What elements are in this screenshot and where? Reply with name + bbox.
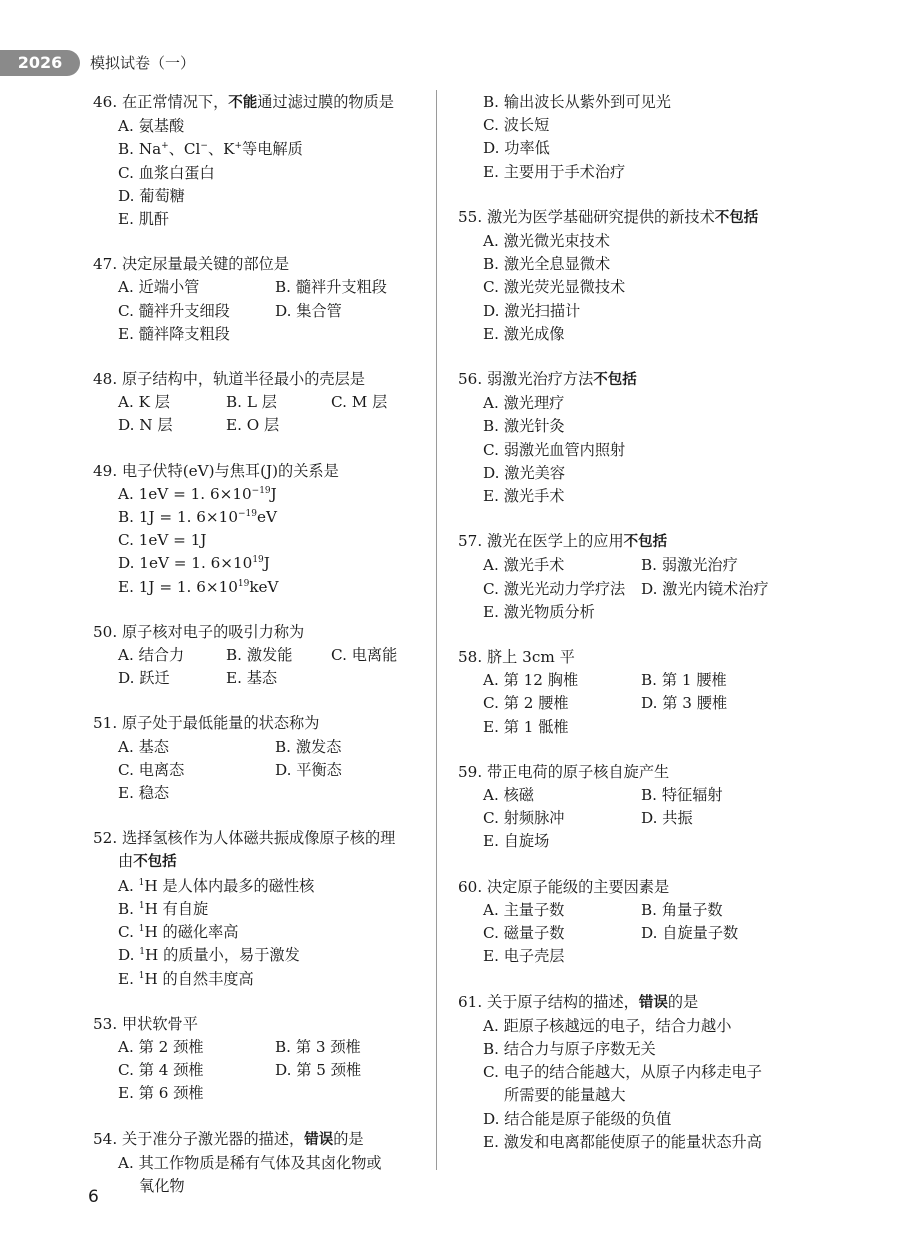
question-55 <box>458 206 803 346</box>
option-row <box>458 899 803 922</box>
option-e: E. 激光手术 <box>483 487 565 506</box>
question-53 <box>93 1013 433 1106</box>
option-d: D. 激光扫描计 <box>483 301 581 320</box>
option-d: D. 结合能是原子能级的负值 <box>483 1109 672 1128</box>
option-a: A. 激光手术 <box>483 556 565 575</box>
option-a: A. 近端小管 <box>118 278 200 297</box>
option-row <box>93 644 433 667</box>
option-d: D. 平衡态 <box>275 760 342 779</box>
option-b: B. 角量子数 <box>641 900 723 919</box>
option-d: D. $^1$H 的质量小，易于激发 <box>118 946 300 965</box>
question-49 <box>93 460 433 599</box>
option-d: D. 激光美容 <box>483 463 566 482</box>
option-c: C. 髓袢升支细段 <box>118 301 230 320</box>
question-57 <box>458 530 803 624</box>
question-stem: 51. 原子处于最低能量的状态称为 <box>93 714 320 733</box>
option-b: B. 激光针灸 <box>483 417 565 436</box>
question-52 <box>93 827 433 990</box>
option-b: B. 髓袢升支粗段 <box>275 278 387 297</box>
option-e: E. 髓袢降支粗段 <box>118 324 230 343</box>
column-divider <box>436 90 437 1170</box>
question-58 <box>458 646 803 739</box>
option-c: C. 波长短 <box>483 116 550 135</box>
option-row <box>458 784 803 807</box>
option-c: C. 激光光动力学疗法 <box>483 579 626 598</box>
question-stem: 49. 电子伏特(eV)与焦耳(J)的关系是 <box>93 461 339 480</box>
option-e: E. 第 6 颈椎 <box>118 1084 204 1103</box>
option-row <box>93 1036 433 1059</box>
option-d: D. 激光内镜术治疗 <box>641 579 769 598</box>
question-stem: 59. 带正电荷的原子核自旋产生 <box>458 762 670 781</box>
question-50 <box>93 621 433 691</box>
option-e: E. 主要用于手术治疗 <box>483 162 626 181</box>
question-60 <box>458 876 803 969</box>
option-c: C. 磁量子数 <box>483 924 565 943</box>
question-stem: 58. 脐上 3cm 平 <box>458 648 575 667</box>
option-d: D. 第 5 颈椎 <box>275 1061 362 1080</box>
year-tab: 2026 <box>0 50 80 76</box>
option-e: E. 激发和电离都能使原子的能量状态升高 <box>483 1132 762 1151</box>
option-c: C. 弱激光血管内照射 <box>483 440 626 459</box>
question-stem: 56. 弱激光治疗方法不包括 <box>458 370 637 389</box>
option-e: E. O 层 <box>226 416 280 435</box>
option-b: B. 第 3 颈椎 <box>275 1037 361 1056</box>
option-row <box>93 736 433 759</box>
option-a: A. 激光微光束技术 <box>483 232 610 251</box>
question-47 <box>93 253 433 346</box>
option-a: A. 主量子数 <box>483 900 565 919</box>
option-b: B. 弱激光治疗 <box>641 556 738 575</box>
option-e: E. 肌酐 <box>118 210 170 229</box>
option-row <box>93 300 433 323</box>
question-46 <box>93 91 433 231</box>
option-b: B. 激发态 <box>275 737 342 756</box>
question-54 <box>93 1128 433 1199</box>
option-a: A. 1eV = 1. $6\times 10^{-19}J$ <box>118 484 277 503</box>
option-a: A. 结合力 <box>118 646 185 665</box>
option-row <box>458 669 803 692</box>
option-a: A. 距原子核越远的电子，结合力越小 <box>483 1016 732 1035</box>
option-row <box>93 414 433 437</box>
option-e: E. 基态 <box>226 669 278 688</box>
option-row <box>458 554 803 577</box>
question-stem: 55. 激光为医学基础研究提供的新技术不包括 <box>458 207 759 226</box>
page-number: 6 <box>88 1187 99 1207</box>
question-stem: 47. 决定尿量最关键的部位是 <box>93 255 290 274</box>
option-c: C. 射频脉冲 <box>483 809 565 828</box>
question-stem: 61. 关于原子结构的描述，错误的是 <box>458 992 699 1011</box>
question-56 <box>458 368 803 508</box>
option-c: C. 电离能 <box>331 646 398 665</box>
option-b: B. 结合力与原子序数无关 <box>483 1039 656 1058</box>
left-column <box>93 91 433 1220</box>
option-b: B. 1J = 1. $6\times 10^{-19}eV$ <box>118 508 277 527</box>
option-c-continued: 所需要的能量越大 <box>504 1086 626 1105</box>
question-stem: 52. 选择氢核作为人体磁共振成像原子核的理 <box>93 829 396 848</box>
question-61 <box>458 991 803 1154</box>
option-b: B. L 层 <box>226 393 277 412</box>
option-d: D. 跃迁 <box>118 669 170 688</box>
option-e: E. 激光物质分析 <box>483 602 595 621</box>
option-d: D. 功率低 <box>483 139 550 158</box>
question-48 <box>93 368 433 438</box>
option-d: D. 自旋量子数 <box>641 924 739 943</box>
right-column <box>458 91 803 1176</box>
option-e: E. 稳态 <box>118 784 170 803</box>
option-c: C. M 层 <box>331 393 388 412</box>
option-b: B. 激发能 <box>226 646 293 665</box>
question-stem: 57. 激光在医学上的应用不包括 <box>458 532 668 551</box>
option-d: D. 共振 <box>641 809 693 828</box>
option-e: E. $^1$H 的自然丰度高 <box>118 969 254 988</box>
option-d: D. 第 3 腰椎 <box>641 694 728 713</box>
option-c: C. $^1$H 的磁化率高 <box>118 923 239 942</box>
option-c: C. 血浆白蛋白 <box>118 163 215 182</box>
option-e: E. 1J = 1. $6\times 10^{19}keV$ <box>118 577 279 596</box>
option-c: C. 第 4 颈椎 <box>118 1061 204 1080</box>
option-b: B. 激光全息显微术 <box>483 255 611 274</box>
option-row <box>93 759 433 782</box>
question-54-continued <box>458 91 803 184</box>
option-d: D. N 层 <box>118 416 173 435</box>
question-stem: 53. 甲状软骨平 <box>93 1014 198 1033</box>
option-c: C. 激光荧光显微技术 <box>483 278 626 297</box>
option-row <box>93 391 433 414</box>
question-stem: 46. 在正常情况下，不能通过滤过膜的物质是 <box>93 93 394 111</box>
option-d: D. 1eV = 1. $6\times 10^{19}J$ <box>118 554 270 573</box>
question-stem: 48. 原子结构中，轨道半径最小的壳层是 <box>93 370 365 389</box>
option-b: B. Na+、Cl−、K+等电解质 <box>118 140 303 159</box>
option-b: B. 第 1 腰椎 <box>641 671 727 690</box>
option-a: A. 基态 <box>118 737 169 756</box>
option-e: E. 自旋场 <box>483 832 550 851</box>
option-a: A. 第 12 胸椎 <box>483 671 579 690</box>
option-b: B. 特征辐射 <box>641 786 723 805</box>
option-a: A. 激光理疗 <box>483 394 565 413</box>
option-row <box>458 692 803 715</box>
option-e: E. 激光成像 <box>483 324 565 343</box>
question-stem: 60. 决定原子能级的主要因素是 <box>458 877 670 896</box>
option-a: A. K 层 <box>118 393 170 412</box>
option-row <box>458 807 803 830</box>
question-stem: 50. 原子核对电子的吸引力称为 <box>93 622 305 641</box>
option-row <box>93 667 433 690</box>
option-a: A. 其工作物质是稀有气体及其卤化物或 <box>118 1153 382 1172</box>
option-row <box>458 922 803 945</box>
question-59 <box>458 761 803 854</box>
option-row <box>93 1059 433 1082</box>
option-b: B. 输出波长从紫外到可见光 <box>483 93 671 111</box>
option-row <box>458 578 803 601</box>
question-51 <box>93 712 433 805</box>
option-row <box>93 276 433 299</box>
option-a: A. 氨基酸 <box>118 117 185 136</box>
option-d: D. 集合管 <box>275 301 342 320</box>
option-c: C. 1eV = 1J <box>118 531 207 550</box>
option-c: C. 电子的结合能越大，从原子内移走电子 <box>483 1063 762 1082</box>
option-d: D. 葡萄糖 <box>118 186 185 205</box>
option-c: C. 第 2 腰椎 <box>483 694 569 713</box>
option-b: B. $^1$H 有自旋 <box>118 899 209 918</box>
option-a: A. 核磁 <box>483 786 534 805</box>
option-e: E. 电子壳层 <box>483 947 565 966</box>
page-header-title: 模拟试卷（一） <box>90 54 196 72</box>
option-a: A. $^1$H 是人体内最多的磁性核 <box>118 876 315 895</box>
option-e: E. 第 1 骶椎 <box>483 717 569 736</box>
question-stem-continued: 由不包括 <box>118 852 177 871</box>
option-c: C. 电离态 <box>118 760 185 779</box>
option-a-continued: 氧化物 <box>139 1176 185 1195</box>
option-a: A. 第 2 颈椎 <box>118 1037 204 1056</box>
question-stem: 54. 关于准分子激光器的描述，错误的是 <box>93 1129 364 1148</box>
